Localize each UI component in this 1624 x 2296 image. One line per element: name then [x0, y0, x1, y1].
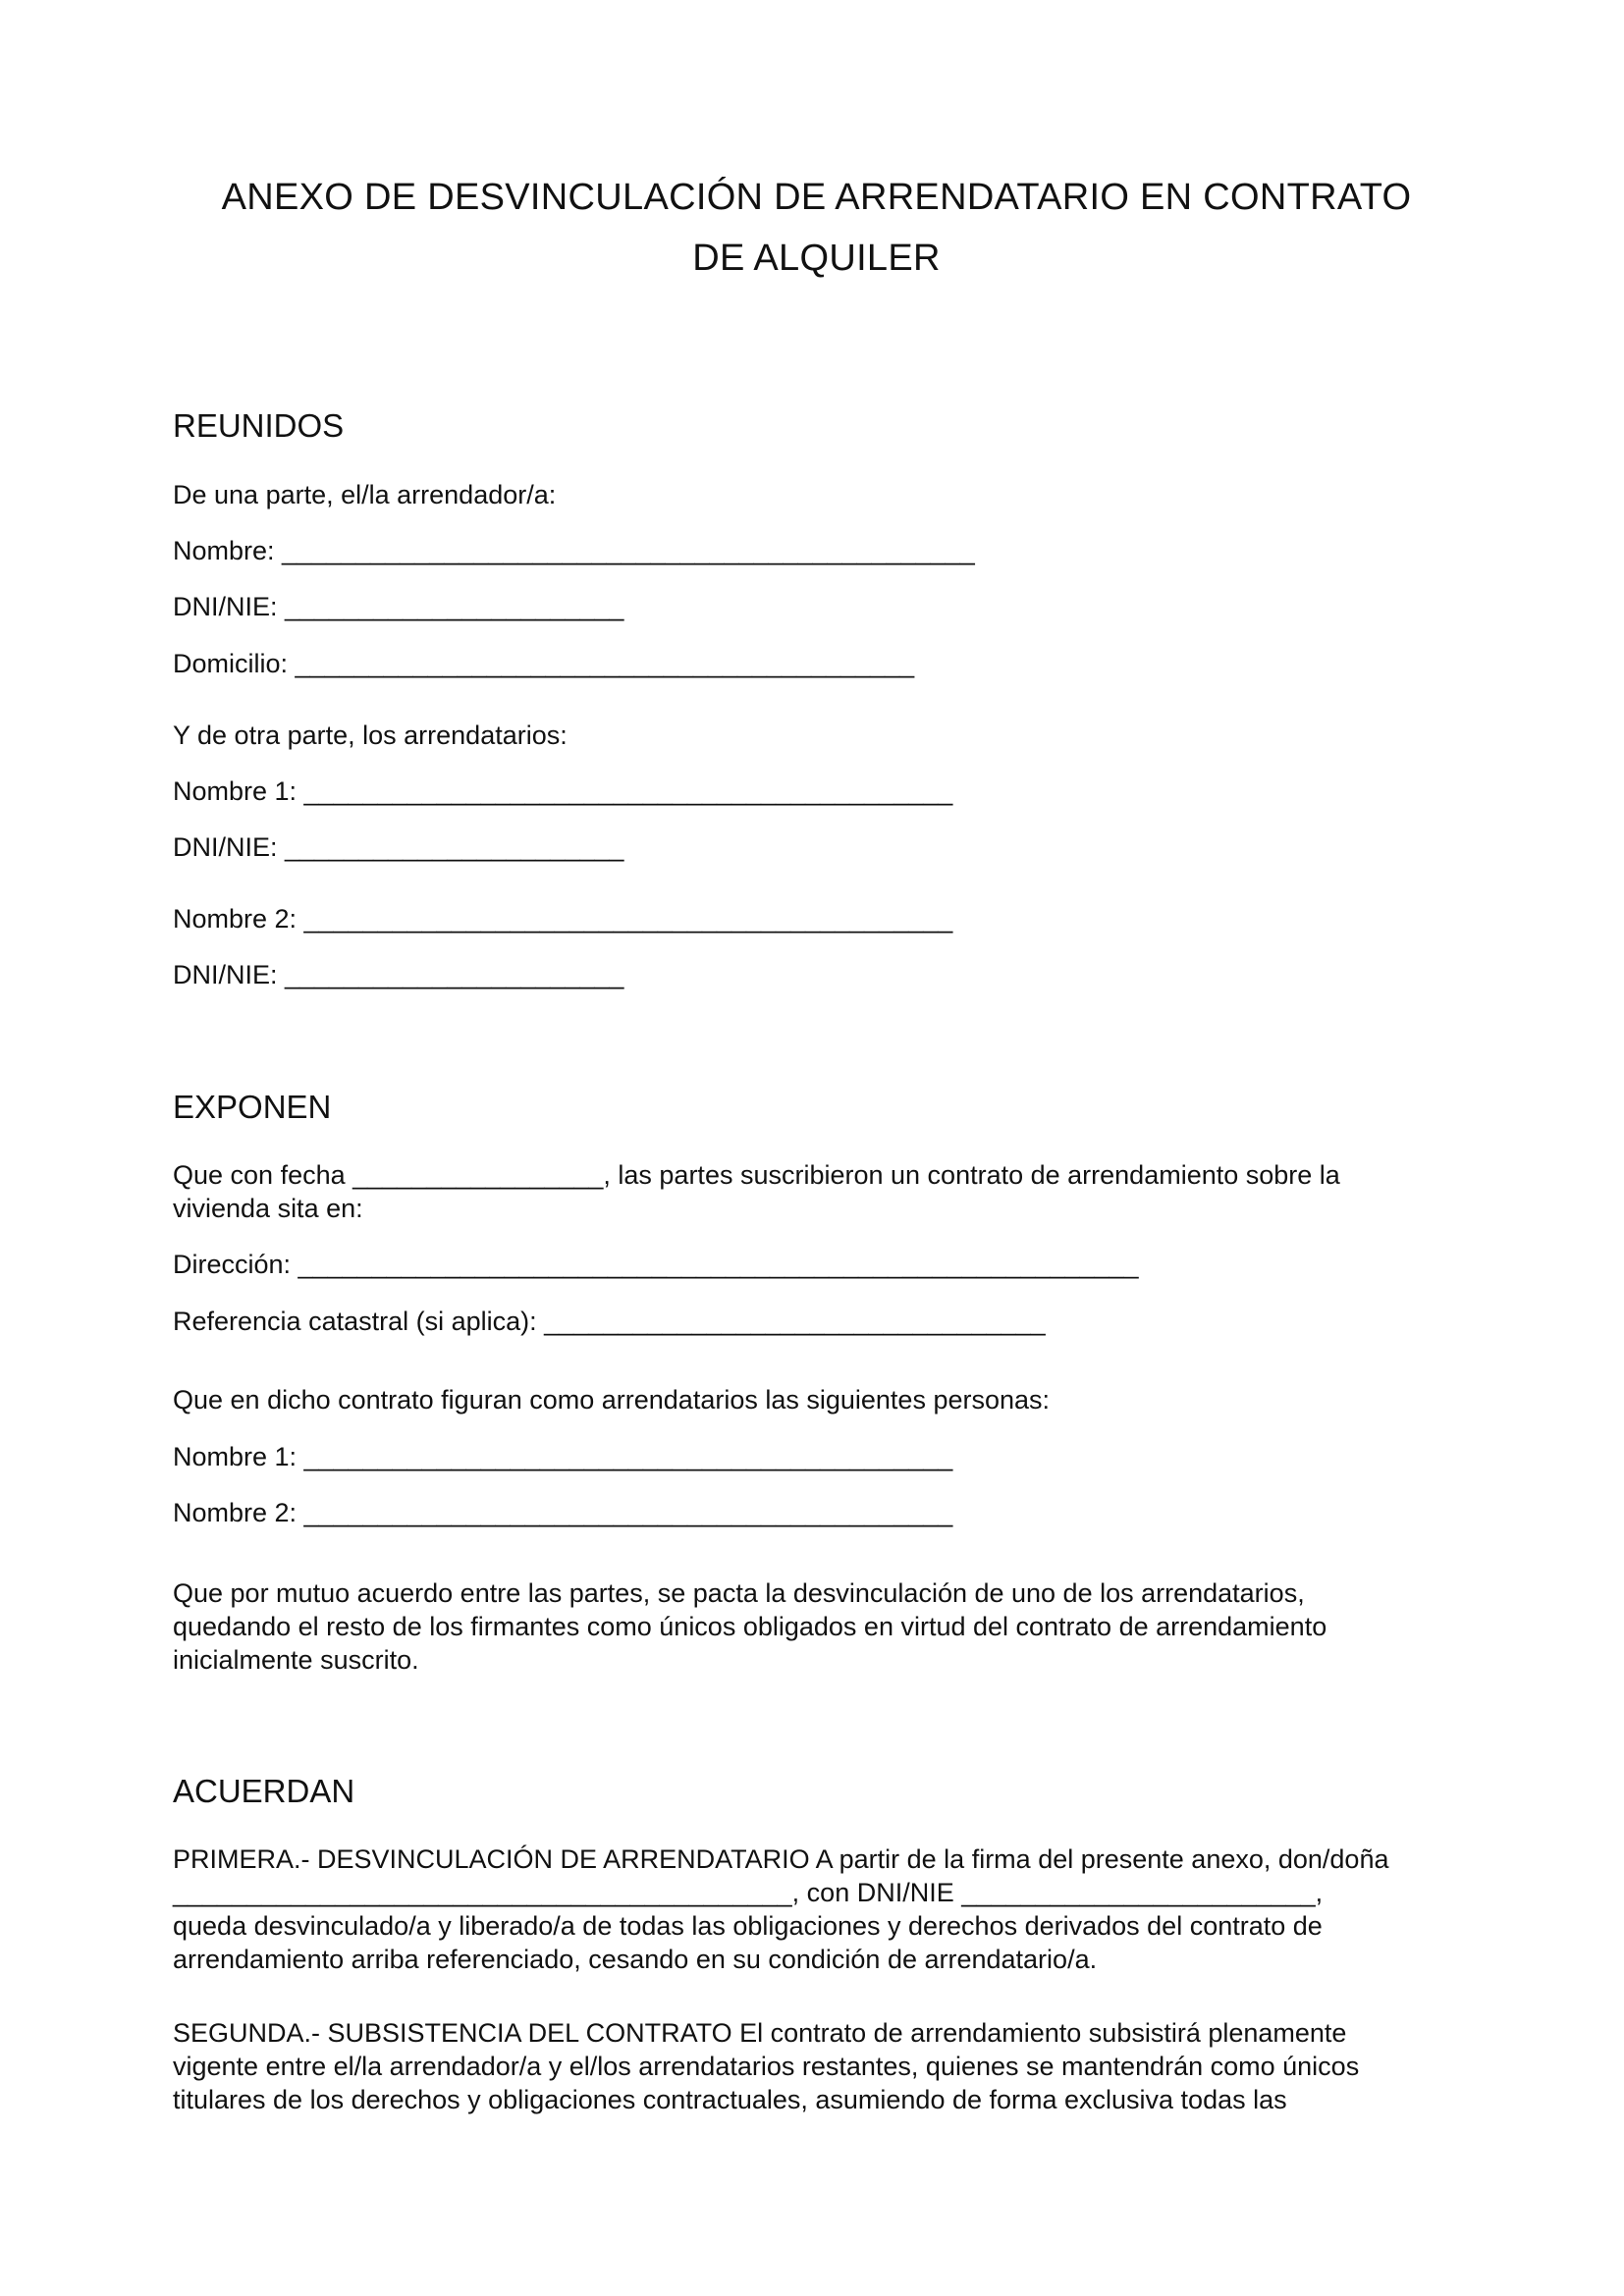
field-contrato-nombre-1: Nombre 1: ____________________________________________ — [173, 1442, 953, 1471]
exponen-fecha-line-1: Que con fecha _________________, las partes suscribieron un contrato de arrendamiento sobre la — [173, 1160, 1340, 1190]
clausula-segunda-line-3: titulares de los derechos y obligaciones contractuales, asumiendo de forma exclusiva todas las — [173, 2085, 1287, 2114]
clausula-primera-line-2: __________________________________________, con DNI/NIE ________________________, — [173, 1878, 1324, 1907]
clausula-primera-line-1: PRIMERA.- DESVINCULACIÓN DE ARRENDATARIO A partir de la firma del presente anexo, don/doña — [173, 1844, 1389, 1874]
intro-arrendatarios: Y de otra parte, los arrendatarios: — [173, 721, 568, 750]
clausula-segunda-line-2: vigente entre el/la arrendador/a y el/los arrendatarios restantes, quienes se mantendrán como únicos — [173, 2052, 1360, 2081]
document-title-line-2: DE ALQUILER — [692, 238, 941, 279]
field-arrendatario-1-nombre: Nombre 1: ____________________________________________ — [173, 776, 953, 806]
document-title — [147, 167, 1486, 289]
section-heading-exponen: EXPONEN — [173, 1089, 332, 1125]
field-arrendador-domicilio: Domicilio: __________________________________________ — [173, 649, 915, 678]
exponen-acuerdo-line-2: quedando el resto de los firmantes como únicos obligados en virtud del contrato de arrendamiento — [173, 1612, 1327, 1641]
field-arrendatario-2-dni: DNI/NIE: _______________________ — [173, 960, 624, 989]
intro-arrendador: De una parte, el/la arrendador/a: — [173, 480, 557, 509]
exponen-fecha-line-2: vivienda sita en: — [173, 1194, 363, 1223]
field-direccion: Dirección: _________________________________________________________ — [173, 1250, 1139, 1279]
exponen-acuerdo-line-1: Que por mutuo acuerdo entre las partes, se pacta la desvinculación de uno de los arrendatarios, — [173, 1578, 1305, 1608]
exponen-figuran: Que en dicho contrato figuran como arrendatarios las siguientes personas: — [173, 1385, 1051, 1415]
clausula-segunda-line-1: SEGUNDA.- SUBSISTENCIA DEL CONTRATO El contrato de arrendamiento subsistirá plenamente — [173, 2018, 1347, 2048]
field-arrendador-dni: DNI/NIE: _______________________ — [173, 592, 624, 621]
document-title-line-1: ANEXO DE DESVINCULACIÓN DE ARRENDATARIO EN CONTRATO — [221, 177, 1412, 218]
field-contrato-nombre-2: Nombre 2: ____________________________________________ — [173, 1498, 953, 1527]
field-referencia-catastral: Referencia catastral (si aplica): __________________________________ — [173, 1307, 1046, 1336]
exponen-acuerdo-line-3: inicialmente suscrito. — [173, 1645, 419, 1675]
field-arrendador-nombre: Nombre: _______________________________________________ — [173, 536, 975, 565]
field-arrendatario-1-dni: DNI/NIE: _______________________ — [173, 832, 624, 862]
clausula-primera-line-3: queda desvinculado/a y liberado/a de todas las obligaciones y derechos derivados del contrato de — [173, 1911, 1323, 1941]
field-arrendatario-2-nombre: Nombre 2: ____________________________________________ — [173, 904, 953, 934]
clausula-primera-line-4: arrendamiento arriba referenciado, cesando en su condición de arrendatario/a. — [173, 1945, 1098, 1974]
section-heading-reunidos: REUNIDOS — [173, 407, 345, 444]
section-heading-acuerdan: ACUERDAN — [173, 1773, 355, 1809]
